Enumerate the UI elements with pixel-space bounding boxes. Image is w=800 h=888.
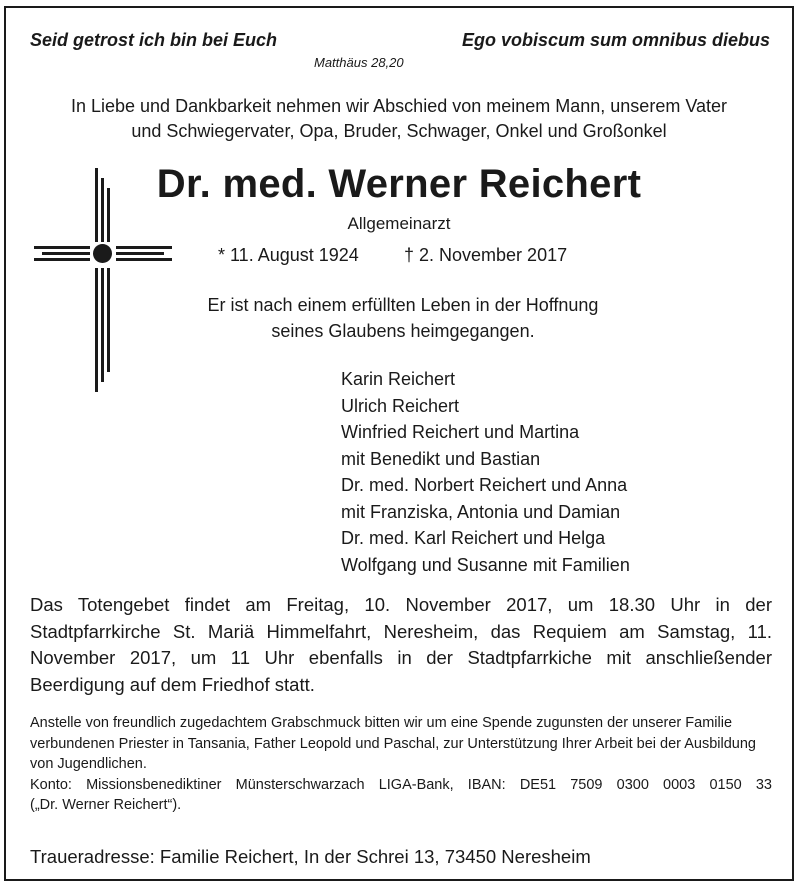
deceased-profession: Allgemeinarzt xyxy=(347,214,451,233)
mourners-list xyxy=(341,366,630,578)
motto-left: Seid getrost ich bin bei Euch xyxy=(30,30,278,50)
donation-request xyxy=(30,713,772,816)
donation-account: Konto: Missionsbenediktiner Münsterschwarzach LIGA-Bank, IBAN: DE51 7509 0300 0003 0150 33 xyxy=(30,776,772,793)
motto-right: Ego vobiscum sum omnibus diebus xyxy=(461,30,770,50)
intro-line: In Liebe und Dankbarkeit nehmen wir Abschied von meinem Mann, unserem Vater xyxy=(70,96,728,116)
deceased-name: Dr. med. Werner Reichert xyxy=(156,162,642,206)
farewell-quote xyxy=(6,292,792,344)
mourner-line: Dr. med. Norbert Reichert und Anna xyxy=(341,475,628,495)
mourner-line: Dr. med. Karl Reichert und Helga xyxy=(341,528,606,548)
intro-text xyxy=(6,94,792,144)
mourner-line: Wolfgang und Susanne mit Familien xyxy=(341,554,630,575)
obituary-notice xyxy=(4,6,794,881)
intro-line: und Schwiegervater, Opa, Bruder, Schwager, Onkel und Großonkel xyxy=(131,121,667,141)
mourner-line: mit Franziska, Antonia und Damian xyxy=(341,501,621,522)
cross-icon xyxy=(32,168,182,400)
mourner-line: Ulrich Reichert xyxy=(341,395,460,416)
mourner-line: Winfried Reichert und Martina xyxy=(341,422,580,442)
mourning-address: Traueradresse: Familie Reichert, In der Schrei 13, 73450 Neresheim xyxy=(30,846,591,867)
mourner-line: Karin Reichert xyxy=(341,369,456,389)
donation-text: Anstelle von freundlich zugedachtem Grabschmuck bitten wir um eine Spende zugunsten der unserer Familie verbundenen Priester in Tansania, Father Leopold und Paschal, zur Unterstützung Ihrer Arbeit bei der Ausbildung von Jugendlichen. xyxy=(30,715,756,772)
bible-reference: Matthäus 28,20 xyxy=(314,55,404,70)
mourner-line: mit Benedikt und Bastian xyxy=(341,448,541,469)
birth-date: * 11. August 1924 xyxy=(218,245,359,265)
quote-line: seines Glaubens heimgegangen. xyxy=(271,321,535,341)
death-date: † 2. November 2017 xyxy=(404,245,568,265)
donation-account-note: („Dr. Werner Reichert“). xyxy=(30,797,182,813)
quote-line: Er ist nach einem erfüllten Leben in der Hoffnung xyxy=(207,295,599,315)
service-notice: Das Totengebet findet am Freitag, 10. November 2017, um 18.30 Uhr in der Stadtpfarrkirche St. Mariä Himmelfahrt, Neresheim, das Requiem am Samstag, 11. November 2017, um 11 Uhr ebenfalls in der Stadtpfarrkiche mit anschließender Beerdigung auf dem Friedhof statt. xyxy=(30,594,772,695)
